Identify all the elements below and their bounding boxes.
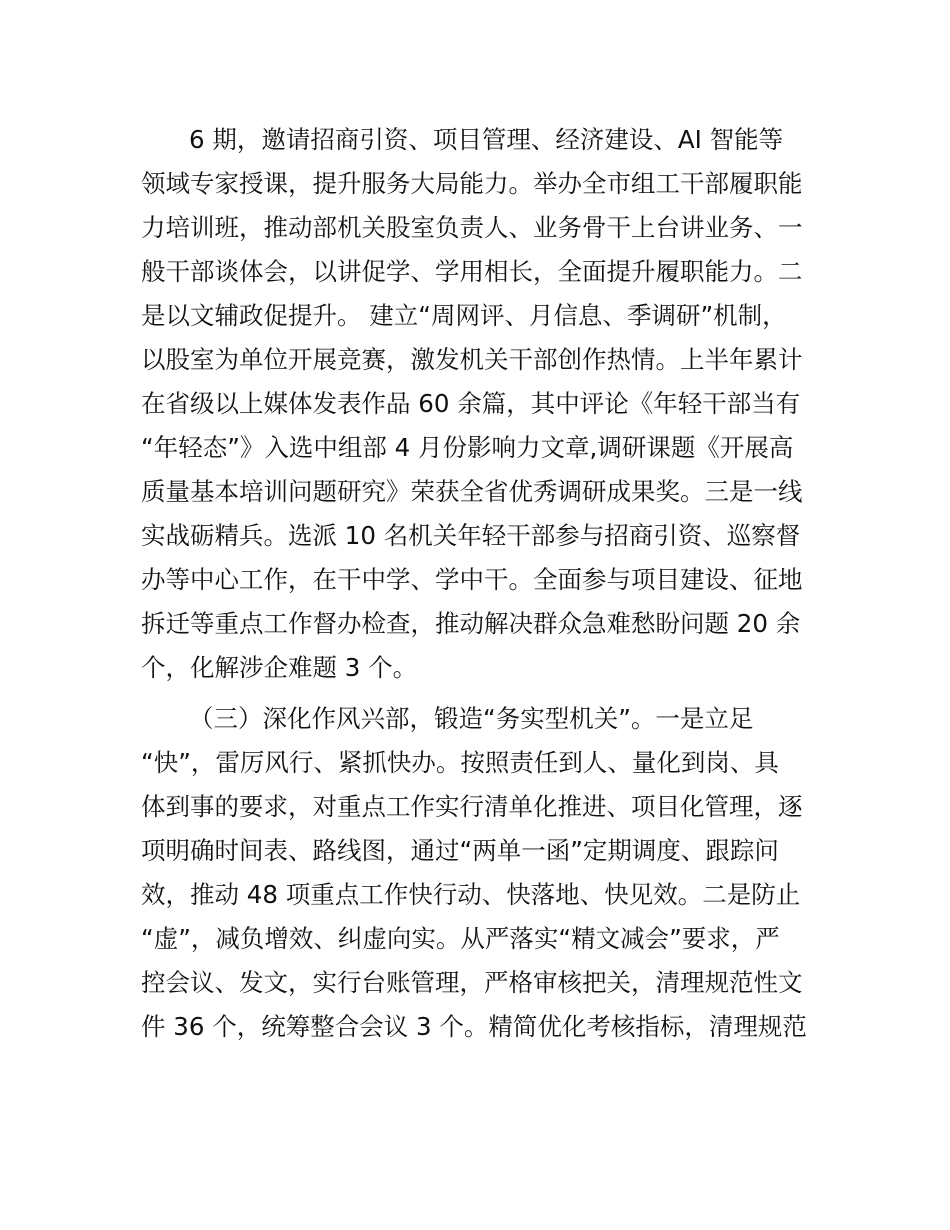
section-heading-line: （三）深化作风兴部，锻造“务实型机关”。一是立足 (189, 704, 754, 733)
text-line: 件 36 个，统筹整合会议 3 个。精简优化考核指标，清理规范 (141, 1012, 807, 1041)
text-line: 质量基本培训问题研究》荣获全省优秀调研成果奖。三是一线 (141, 477, 803, 506)
text-line: “快”，雷厉风行、紧抓快办。按照责任到人、量化到岗、具 (141, 748, 779, 777)
text-line: 以股室为单位开展竞赛，激发机关干部创作热情。上半年累计 (141, 345, 803, 374)
text-line: 在省级以上媒体发表作品 60 余篇，其中评论《年轻干部当有 (141, 389, 801, 418)
text-line: “虚”，减负增效、纠虚向实。从严落实“精文减会”要求，严 (141, 924, 780, 953)
text-line: 体到事的要求，对重点工作实行清单化推进、项目化管理，逐 (141, 792, 803, 821)
text-line: 6 期，邀请招商引资、项目管理、经济建设、AI 智能等 (189, 125, 784, 154)
text-line: 效，推动 48 项重点工作快行动、快落地、快见效。二是防止 (141, 880, 801, 909)
text-line: 拆迁等重点工作督办检查，推动解决群众急难愁盼问题 20 余 (141, 609, 801, 638)
text-line: 是以文辅政促提升。 建立“周网评、月信息、季调研”机制， (141, 301, 787, 330)
text-line: 领域专家授课，提升服务大局能力。举办全市组工干部履职能 (141, 169, 803, 198)
text-line: “年轻态”》入选中组部 4 月份影响力文章,调研课题《开展高 (141, 433, 794, 462)
text-line: 项明确时间表、路线图，通过“两单一函”定期调度、跟踪问 (141, 836, 779, 865)
text-line: 控会议、发文，实行台账管理，严格审核把关，清理规范性文 (141, 968, 803, 997)
text-line: 个，化解涉企难题 3 个。 (141, 653, 418, 682)
text-line: 般干部谈体会，以讲促学、学用相长，全面提升履职能力。二 (141, 257, 803, 286)
text-line: 办等中心工作，在干中学、学中干。全面参与项目建设、征地 (141, 565, 803, 594)
text-line: 实战砺精兵。选派 10 名机关年轻干部参与招商引资、巡察督 (141, 521, 801, 550)
text-line: 力培训班，推动部机关股室负责人、业务骨干上台讲业务、一 (141, 213, 803, 242)
